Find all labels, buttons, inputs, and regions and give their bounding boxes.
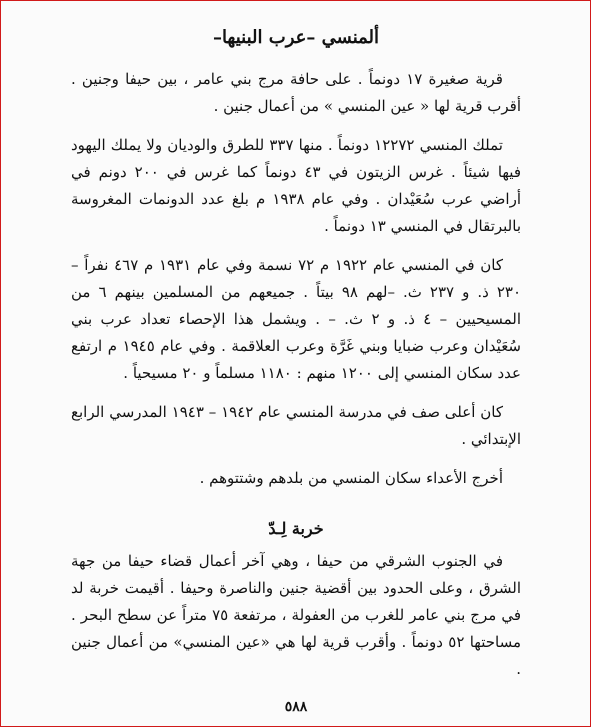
paragraph-land: تملك المنسي ١٢٢٧٢ دونماً . منها ٣٣٧ للطرق والوديان ولا يملك اليهود فيها شيئاً . غرس الزيتون في ٤٣ دونماً كما غرس في ٢٠٠ دونم في أراضي عرب سُعَيْدان . وفي عام ١٩٣٨ م بلغ عدد الدونمات المغروسة بالبرتقال في المنسي ١٣ دونماً . [71,136,521,235]
paragraph-school: كان أعلى صف في مدرسة المنسي عام ١٩٤٢ – ١٩٤٣ المدرسي الرابع الإبتدائي . [71,403,521,448]
book-page [71,26,521,716]
section-paragraph: في الجنوب الشرقي من حيفا ، وهي آخر أعمال قضاء حيفا من جهة الشرق ، وعلى الحدود بين أقضية جنين والناصرة وحيفا . أقيمت خربة لد في مرج بني عامر للغرب من العفولة ، مرتفعة ٧٥ متراً عن سطح البحر . مساحتها ٥٢ دونماً . وأقرب قرية لها هي «عين المنسي» من أعمال جنين . [71,552,521,678]
paragraph-population: كان في المنسي عام ١٩٢٢ م ٧٢ نسمة وفي عام ١٩٣١ م ٤٦٧ نفراً – ٢٣٠ ذ. و ٢٣٧ ث. –لهم ٩٨ بيتاً . جميعهم من المسلمين بينهم ٦ من المسيحيين – ٤ ذ. و ٢ ث. – . ويشمل هذا الإحصاء تعداد عرب بني سُعَيْدان وعرب ضبايا وبني غَرَّة وعرب العلاقمة . وفي عام ١٩٤٥ م ارتفع عدد سكان المنسي إلى ١٢٠٠ منهم : ١١٨٠ مسلماً و ٢٠ مسيحياً . [71,256,522,382]
paragraph-expulsion: أخرج الأعداء سكان المنسي من بلدهم وشتتوهم . [199,469,503,487]
page-number: ٥٨٨ [284,699,308,715]
paragraph-location: قرية صغيرة ١٧ دونماً . على حافة مرج بني عامر ، بين حيفا وجنين . أقرب قرية لها « عين المنسي » من أعمال جنين . [71,70,521,115]
section-title: خربة لِـدّ [268,519,324,538]
page-title: ألمنسي –عرب البنيها– [212,27,380,48]
